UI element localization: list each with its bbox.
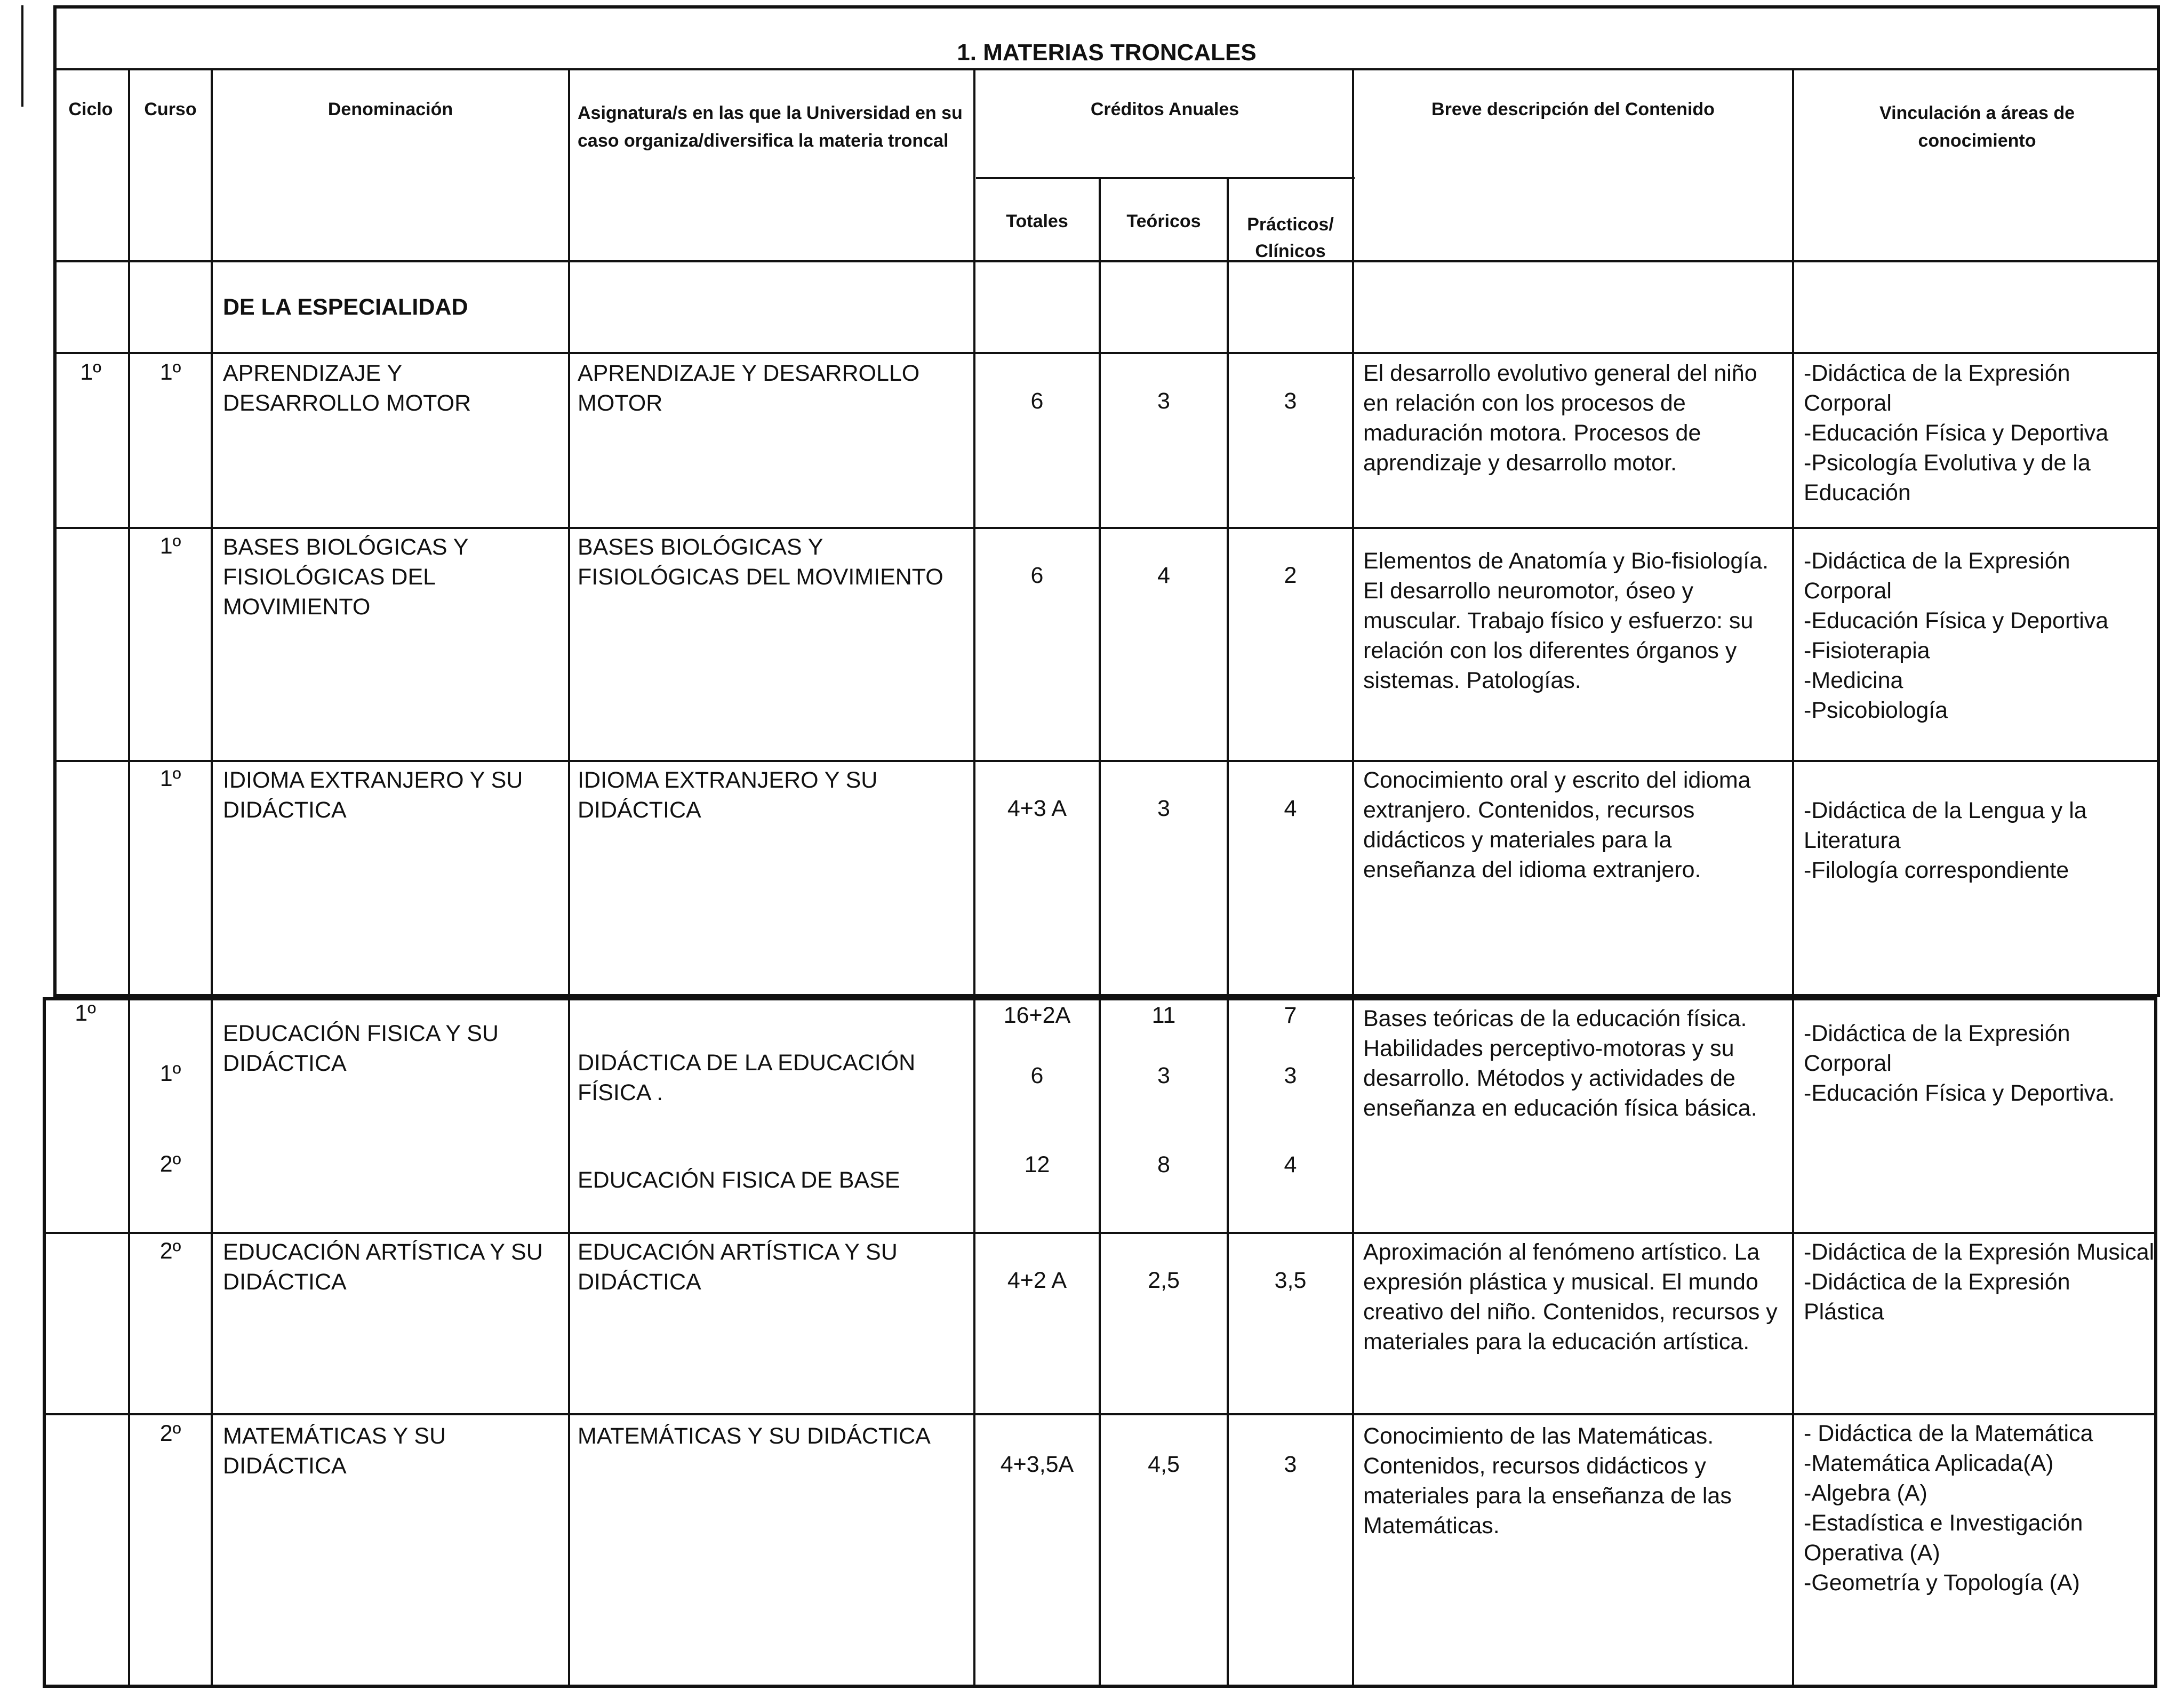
cell-curso: 2º (159, 1421, 181, 1446)
cell-denominacion: APRENDIZAJE Y DESARROLLO MOTOR (223, 360, 471, 416)
title-rule (53, 68, 2160, 70)
header-ciclo: Ciclo (68, 99, 113, 119)
cell-practicos: 7 (1284, 1003, 1297, 1028)
cell-practicos: 3 (1284, 1452, 1297, 1477)
cell-totales: 16+2A (1003, 1003, 1071, 1028)
col-rule (1352, 68, 1354, 1688)
cell-asignatura: EDUCACIÓN FISICA DE BASE (578, 1167, 900, 1193)
cell-curso: 1º (159, 533, 181, 559)
cell-vinculacion: -Didáctica de la Expresión Musical -Didáctica de la Expresión Plástica (1804, 1239, 2155, 1325)
cell-vinculacion: -Didáctica de la Lengua y la Literatura -Filología correspondiente (1804, 798, 2087, 883)
cell-denominacion: EDUCACIÓN ARTÍSTICA Y SU DIDÁCTICA (223, 1239, 543, 1295)
cell-teoricos: 8 (1157, 1152, 1170, 1177)
cell-totales: 6 (1030, 563, 1044, 588)
col-rule (211, 68, 213, 1688)
cell-teoricos: 4,5 (1148, 1452, 1180, 1477)
cell-curso: 2º (159, 1151, 181, 1177)
cell-teoricos: 3 (1157, 388, 1170, 414)
cell-practicos: 3 (1284, 1063, 1297, 1088)
cell-teoricos: 11 (1151, 1003, 1176, 1028)
cell-vinculacion: -Didáctica de la Expresión Corporal -Educación Física y Deportiva -Fisioterapia -Medicina -Psicobiología (1804, 548, 2109, 723)
cell-vinculacion: - Didáctica de la Matemática -Matemática Aplicada(A) -Algebra (A) -Estadística e Investigación Operativa (A) -Geometría y Topología (A) (1804, 1421, 2093, 1596)
margin-rule (21, 5, 23, 107)
cell-denominacion: EDUCACIÓN FISICA Y SU DIDÁCTICA (223, 1021, 499, 1076)
cell-descripcion: Conocimiento oral y escrito del idioma extranjero. Contenidos, recursos didácticos y materiales para la enseñanza del idioma extranjero. (1363, 767, 1751, 883)
header-creditos: Créditos Anuales (1090, 99, 1239, 119)
cell-descripcion: Aproximación al fenómeno artístico. La expresión plástica y musical. El mundo creativo del niño. Contenidos, recursos y materiales para la educación artística. (1363, 1239, 1778, 1355)
creditos-subheader-rule (976, 177, 1355, 179)
cell-descripcion: Elementos de Anatomía y Bio-fisiología. El desarrollo neuromotor, óseo y muscular. Trabajo físico y esfuerzo: su relación con los diferentes órganos y sistemas. Patologías. (1363, 548, 1769, 693)
header-descripcion: Breve descripción del Contenido (1431, 99, 1715, 119)
cell-totales: 6 (1030, 388, 1044, 414)
row-rule (53, 760, 2160, 762)
header-totales: Totales (1006, 211, 1068, 231)
col-rule (1792, 68, 1794, 1688)
cell-teoricos: 4 (1157, 563, 1170, 588)
cell-curso: 2º (159, 1238, 181, 1264)
cell-descripcion: Conocimiento de las Matemáticas. Contenidos, recursos didácticos y materiales para la enseñanza de las Matemáticas. (1363, 1423, 1732, 1538)
table-title: 1. MATERIAS TRONCALES (957, 39, 1257, 66)
cell-curso: 1º (159, 766, 181, 791)
cell-ciclo: 1º (80, 359, 101, 385)
cell-practicos: 4 (1284, 796, 1297, 821)
cell-denominacion: MATEMÁTICAS Y SU DIDÁCTICA (223, 1423, 446, 1479)
header-denominacion: Denominación (327, 99, 453, 119)
cell-practicos: 3 (1284, 388, 1297, 414)
cell-asignatura: DIDÁCTICA DE LA EDUCACIÓN FÍSICA . (578, 1050, 916, 1105)
section-label: DE LA ESPECIALIDAD (223, 294, 468, 320)
cell-practicos: 4 (1284, 1152, 1297, 1177)
cell-teoricos: 3 (1157, 796, 1170, 821)
col-rule (973, 68, 975, 1688)
cell-asignatura: BASES BIOLÓGICAS Y FISIOLÓGICAS DEL MOVIMIENTO (578, 534, 943, 590)
cell-totales: 6 (1030, 1063, 1044, 1088)
cell-curso: 1º (159, 1061, 181, 1086)
header-vinculacion: Vinculación a áreas de conocimiento (1879, 103, 2075, 151)
cell-teoricos: 2,5 (1148, 1268, 1180, 1293)
row-rule (53, 527, 2160, 529)
row-rule (53, 352, 2160, 354)
col-rule (568, 68, 570, 1688)
cell-asignatura: MATEMÁTICAS Y SU DIDÁCTICA (578, 1423, 931, 1449)
header-curso: Curso (144, 99, 197, 119)
cell-ciclo: 1º (75, 1000, 96, 1026)
cell-practicos: 2 (1284, 563, 1297, 588)
header-bottom-rule (53, 260, 2160, 262)
cell-totales: 4+2 A (1007, 1268, 1067, 1293)
cell-denominacion: BASES BIOLÓGICAS Y FISIOLÓGICAS DEL MOVIMIENTO (223, 534, 468, 620)
cell-asignatura: APRENDIZAJE Y DESARROLLO MOTOR (578, 360, 920, 416)
cell-descripcion: El desarrollo evolutivo general del niño en relación con los procesos de maduración motora. Procesos de aprendizaje y desarrollo motor. (1363, 360, 1757, 476)
header-practicos: Prácticos/ Clínicos (1247, 214, 1334, 261)
cell-teoricos: 3 (1157, 1063, 1170, 1088)
cell-curso: 1º (159, 359, 181, 385)
cell-denominacion: IDIOMA EXTRANJERO Y SU DIDÁCTICA (223, 767, 523, 823)
header-teoricos: Teóricos (1126, 211, 1201, 231)
cell-asignatura: EDUCACIÓN ARTÍSTICA Y SU DIDÁCTICA (578, 1239, 898, 1295)
cell-asignatura: IDIOMA EXTRANJERO Y SU DIDÁCTICA (578, 767, 878, 823)
cell-vinculacion: -Didáctica de la Expresión Corporal -Educación Física y Deportiva -Psicología Evolutiva y de la Educación (1804, 360, 2109, 506)
cell-practicos: 3,5 (1274, 1268, 1307, 1293)
cell-vinculacion: -Didáctica de la Expresión Corporal -Educación Física y Deportiva. (1804, 1021, 2115, 1106)
cell-totales: 4+3 A (1007, 796, 1067, 821)
cell-descripcion: Bases teóricas de la educación física. Habilidades perceptivo-motoras y su desarrollo. Métodos y actividades de enseñanza en educación física básica. (1363, 1006, 1757, 1121)
cell-totales: 4+3,5A (1000, 1452, 1074, 1477)
header-asignatura: Asignatura/s en las que la Universidad en su caso organiza/diversifica la materia troncal (578, 103, 963, 151)
cell-totales: 12 (1024, 1152, 1050, 1177)
